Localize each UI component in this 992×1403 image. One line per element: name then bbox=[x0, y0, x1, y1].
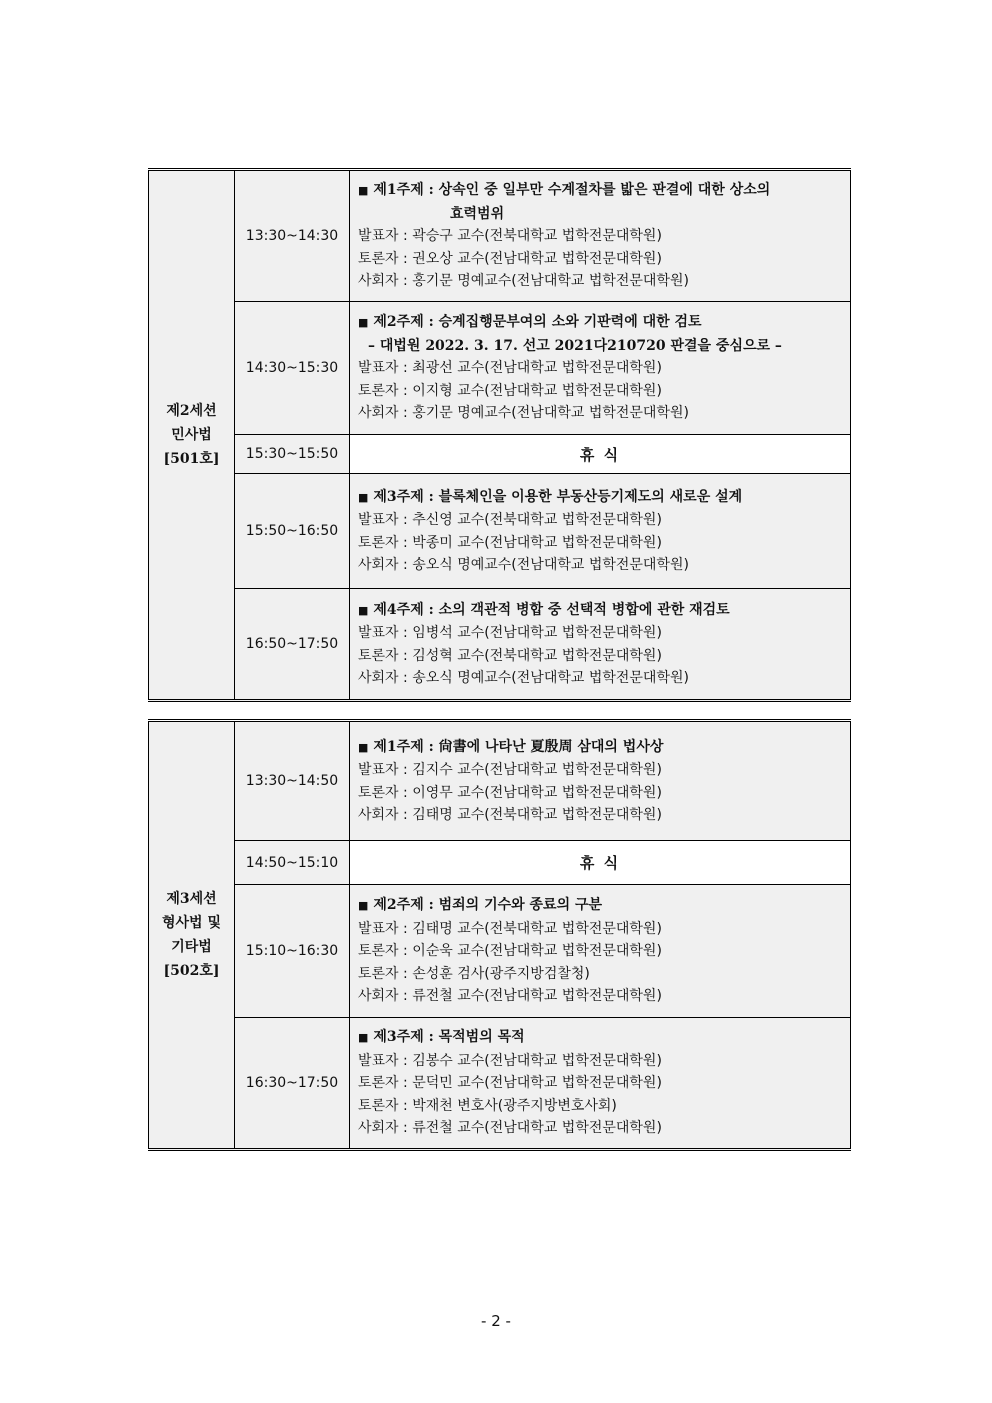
time-cell: 14:50~15:10 bbox=[235, 841, 350, 885]
topic-title: 제4주제 : 소의 객관적 병합 중 선택적 병합에 관한 재검토 bbox=[373, 601, 730, 618]
presenter: 발표자 : 임병석 교수(전남대학교 법학전문대학원) bbox=[358, 625, 662, 641]
topic-cell bbox=[350, 589, 851, 701]
topic-cell bbox=[350, 885, 851, 1018]
topic-title: 제2주제 : 승계집행문부여의 소와 기판력에 대한 검토 bbox=[373, 314, 702, 331]
session2-label-cell bbox=[149, 170, 235, 701]
time-cell: 15:30~15:50 bbox=[235, 435, 350, 474]
session2-topic2-row bbox=[149, 302, 851, 435]
time-cell: 15:10~16:30 bbox=[235, 885, 350, 1018]
session2-topic3-row bbox=[149, 474, 851, 589]
session3-room: [502호] bbox=[163, 963, 220, 979]
discussant: 토론자 : 문덕민 교수(전남대학교 법학전문대학원) bbox=[358, 1075, 662, 1092]
topic-cell bbox=[350, 170, 851, 302]
bullet-icon: ■ bbox=[358, 1031, 369, 1045]
presenter: 발표자 : 김지수 교수(전남대학교 법학전문대학원) bbox=[358, 762, 662, 778]
bullet-icon: ■ bbox=[358, 184, 369, 198]
discussant: 토론자 : 박종미 교수(전남대학교 법학전문대학원) bbox=[358, 534, 662, 551]
session3-field: 형사법 및 bbox=[162, 915, 221, 931]
discussant: 토론자 : 이순욱 교수(전남대학교 법학전문대학원) bbox=[358, 943, 662, 960]
session2-topic4-row bbox=[149, 589, 851, 701]
moderator: 사회자 : 홍기문 명예교수(전남대학교 법학전문대학원) bbox=[358, 273, 689, 290]
time-cell: 13:30~14:30 bbox=[235, 170, 350, 302]
session2-name: 제2세션 bbox=[166, 403, 217, 419]
break-label: 휴 식 bbox=[350, 841, 851, 885]
session3-topic1-row bbox=[149, 721, 851, 841]
presenter: 발표자 : 김봉수 교수(전남대학교 법학전문대학원) bbox=[358, 1052, 662, 1069]
discussant: 토론자 : 박재천 변호사(광주지방변호사회) bbox=[358, 1097, 617, 1114]
presenter: 발표자 : 추신영 교수(전북대학교 법학전문대학원) bbox=[358, 512, 662, 528]
page-number: - 2 - bbox=[481, 1312, 511, 1330]
bullet-icon: ■ bbox=[358, 603, 369, 617]
moderator: 사회자 : 송오식 명예교수(전남대학교 법학전문대학원) bbox=[358, 557, 689, 573]
discussant: 토론자 : 김성혁 교수(전북대학교 법학전문대학원) bbox=[358, 647, 662, 664]
bullet-icon: ■ bbox=[358, 740, 369, 754]
moderator: 사회자 : 송오식 명예교수(전남대학교 법학전문대학원) bbox=[358, 670, 689, 686]
session3-topic2-row bbox=[149, 885, 851, 1018]
presenter: 발표자 : 최광선 교수(전남대학교 법학전문대학원) bbox=[358, 360, 662, 377]
bullet-icon: ■ bbox=[358, 490, 369, 504]
topic-cell bbox=[350, 1018, 851, 1150]
topic-cell bbox=[350, 721, 851, 841]
topic-subtitle: – 대법원 2022. 3. 17. 선고 2021다210720 판결을 중심으로 – bbox=[368, 337, 782, 354]
session2-schedule-table bbox=[148, 168, 851, 702]
session3-schedule-table bbox=[148, 719, 851, 1151]
moderator: 사회자 : 김태명 교수(전북대학교 법학전문대학원) bbox=[358, 807, 662, 823]
break-label: 휴 식 bbox=[350, 435, 851, 474]
time-cell: 15:50~16:50 bbox=[235, 474, 350, 589]
time-cell: 16:30~17:50 bbox=[235, 1018, 350, 1150]
session3-field-2: 기타법 bbox=[171, 939, 212, 955]
topic-title-continued: 효력범위 bbox=[450, 205, 505, 222]
session2-topic1-row bbox=[149, 170, 851, 302]
presenter: 발표자 : 곽승구 교수(전북대학교 법학전문대학원) bbox=[358, 228, 662, 245]
discussant: 토론자 : 권오상 교수(전남대학교 법학전문대학원) bbox=[358, 250, 662, 267]
session3-break-row bbox=[149, 841, 851, 885]
topic-cell bbox=[350, 302, 851, 435]
topic-title: 제3주제 : 목적범의 목적 bbox=[373, 1029, 525, 1046]
session3-name: 제3세션 bbox=[166, 891, 217, 907]
session2-field: 민사법 bbox=[171, 427, 212, 443]
moderator: 사회자 : 류전철 교수(전남대학교 법학전문대학원) bbox=[358, 988, 662, 1005]
time-cell: 13:30~14:50 bbox=[235, 721, 350, 841]
moderator: 사회자 : 류전철 교수(전남대학교 법학전문대학원) bbox=[358, 1120, 662, 1137]
moderator: 사회자 : 홍기문 명예교수(전남대학교 법학전문대학원) bbox=[358, 405, 689, 422]
time-cell: 16:50~17:50 bbox=[235, 589, 350, 701]
topic-title: 제2주제 : 범죄의 기수와 종료의 구분 bbox=[373, 897, 603, 914]
presenter: 발표자 : 김태명 교수(전북대학교 법학전문대학원) bbox=[358, 920, 662, 937]
session2-room: [501호] bbox=[163, 451, 220, 467]
discussant: 토론자 : 손성훈 검사(광주지방검찰청) bbox=[358, 965, 590, 982]
bullet-icon: ■ bbox=[358, 899, 369, 913]
discussant: 토론자 : 이영무 교수(전남대학교 법학전문대학원) bbox=[358, 784, 662, 801]
time-cell: 14:30~15:30 bbox=[235, 302, 350, 435]
session2-break-row bbox=[149, 435, 851, 474]
session3-label-cell bbox=[149, 721, 235, 1150]
bullet-icon: ■ bbox=[358, 316, 369, 330]
session3-topic3-row bbox=[149, 1018, 851, 1150]
discussant: 토론자 : 이지형 교수(전남대학교 법학전문대학원) bbox=[358, 382, 662, 399]
topic-title: 제1주제 : 尙書에 나타난 夏殷周 삼대의 법사상 bbox=[373, 738, 664, 755]
topic-title: 제1주제 : 상속인 중 일부만 수계절차를 밟은 판결에 대한 상소의 bbox=[373, 182, 771, 199]
topic-title: 제3주제 : 블록체인을 이용한 부동산등기제도의 새로운 설계 bbox=[373, 488, 743, 505]
topic-cell bbox=[350, 474, 851, 589]
